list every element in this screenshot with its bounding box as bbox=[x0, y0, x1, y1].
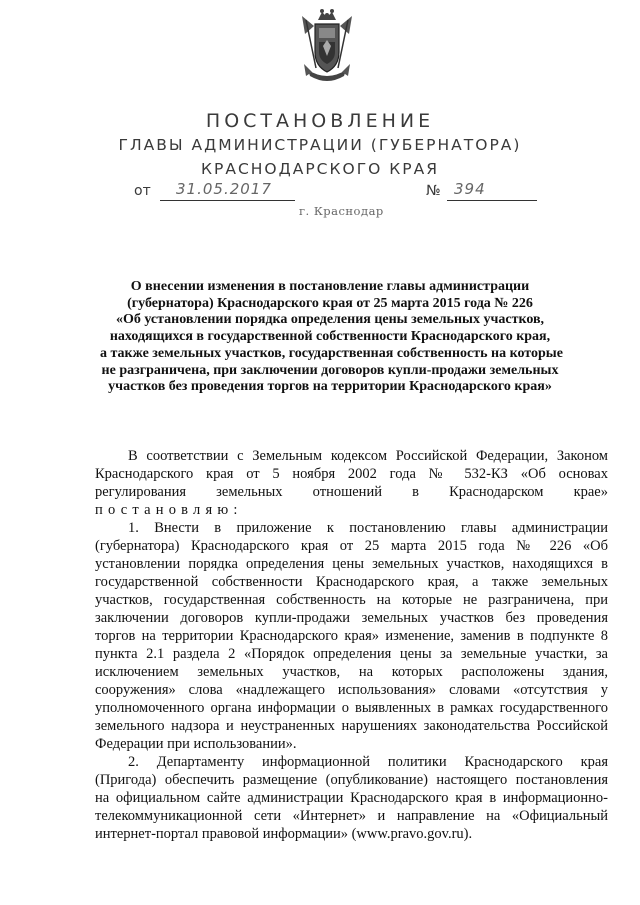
body-line: телекоммуникационной сети «Интернет» и направление на «Официальный bbox=[95, 808, 608, 824]
number-value: 394 bbox=[454, 180, 486, 198]
title-line: (губернатора) Краснодарского края от 25 марта 2015 года № 226 bbox=[127, 295, 533, 311]
number-underline bbox=[447, 200, 537, 201]
body-line: торгов на территории Краснодарского края» изменение, заменив в подпункте 8 bbox=[95, 628, 608, 644]
body-line: 1. Внести в приложение к постановлению главы администрации bbox=[128, 520, 608, 536]
body-line: исключением земельных участков, на которых расположены здания, bbox=[95, 664, 608, 680]
body-line: сооружения» слова «надлежащего использования» словами «отсутствия у bbox=[95, 682, 608, 698]
body-line: 2. Департаменту информационной политики Краснодарского края bbox=[128, 754, 608, 770]
body-line: государственной собственности Краснодарского края, а также земельных bbox=[95, 574, 608, 590]
body-line: В соответствии с Земельным кодексом Российской Федерации, Законом bbox=[128, 448, 608, 464]
body-line: на официальном сайте администрации Краснодарского края в информационно- bbox=[95, 790, 608, 806]
document-title bbox=[100, 279, 563, 396]
body-line: (Пригода) обеспечить размещение (опубликование) настоящего постановления bbox=[95, 772, 608, 788]
body-line: Краснодарского края от 5 ноября 2002 года № 532-КЗ «Об основах bbox=[95, 466, 608, 482]
city-label: г. Краснодар bbox=[299, 204, 384, 218]
document-type-heading: ПОСТАНОВЛЕНИЕ bbox=[205, 110, 435, 132]
number-label: № bbox=[426, 183, 441, 199]
document-body bbox=[95, 447, 608, 843]
body-line: уполномоченного органа информации о выявленных в рамках государственного bbox=[95, 700, 608, 716]
title-line: находящихся в государственной собственности Краснодарского края, bbox=[109, 329, 551, 345]
body-line: установлении порядка определения цены земельных участков, находящихся в bbox=[95, 556, 608, 572]
title-line: О внесении изменения в постановление главы администрации bbox=[130, 279, 530, 294]
body-line: земельного надзора и неустраненных нарушениях законодательства Российской bbox=[95, 718, 608, 734]
title-line: участков без проведения торгов на территории Краснодарского края» bbox=[108, 379, 552, 395]
body-line: участков, государственная собственность на которые не разграничена, при bbox=[95, 592, 608, 608]
body-line: пункта 2.1 раздела 2 «Порядок определения цены за земельные участки, за bbox=[95, 646, 608, 662]
title-line: а также земельных участков, государственная собственность на которые bbox=[100, 345, 563, 361]
body-line: интернет-портал правовой информации» (www.pravo.gov.ru). bbox=[95, 826, 473, 842]
date-label: от bbox=[134, 183, 151, 199]
body-line: Федерации при использовании». bbox=[95, 736, 297, 752]
decision-word: постановляю: bbox=[95, 502, 243, 518]
body-line: заключении договоров купли-продажи земельных участков без проведения bbox=[95, 610, 608, 626]
date-value: 31.05.2017 bbox=[176, 180, 272, 198]
coat-of-arms-icon bbox=[296, 6, 358, 86]
authority-heading: ГЛАВЫ АДМИНИСТРАЦИИ (ГУБЕРНАТОРА) bbox=[118, 136, 522, 154]
body-line: регулирования земельных отношений в Краснодарском крае» bbox=[95, 484, 608, 500]
region-heading: КРАСНОДАРСКОГО КРАЯ bbox=[200, 160, 440, 178]
date-underline bbox=[160, 200, 295, 201]
body-line: (губернатора) Краснодарского края от 25 марта 2015 года № 226 «Об bbox=[95, 538, 608, 554]
title-line: «Об установлении порядка определения цены земельных участков, bbox=[115, 312, 545, 328]
title-line: не разграничена, при заключении договоров купли-продажи земельных bbox=[101, 362, 559, 378]
